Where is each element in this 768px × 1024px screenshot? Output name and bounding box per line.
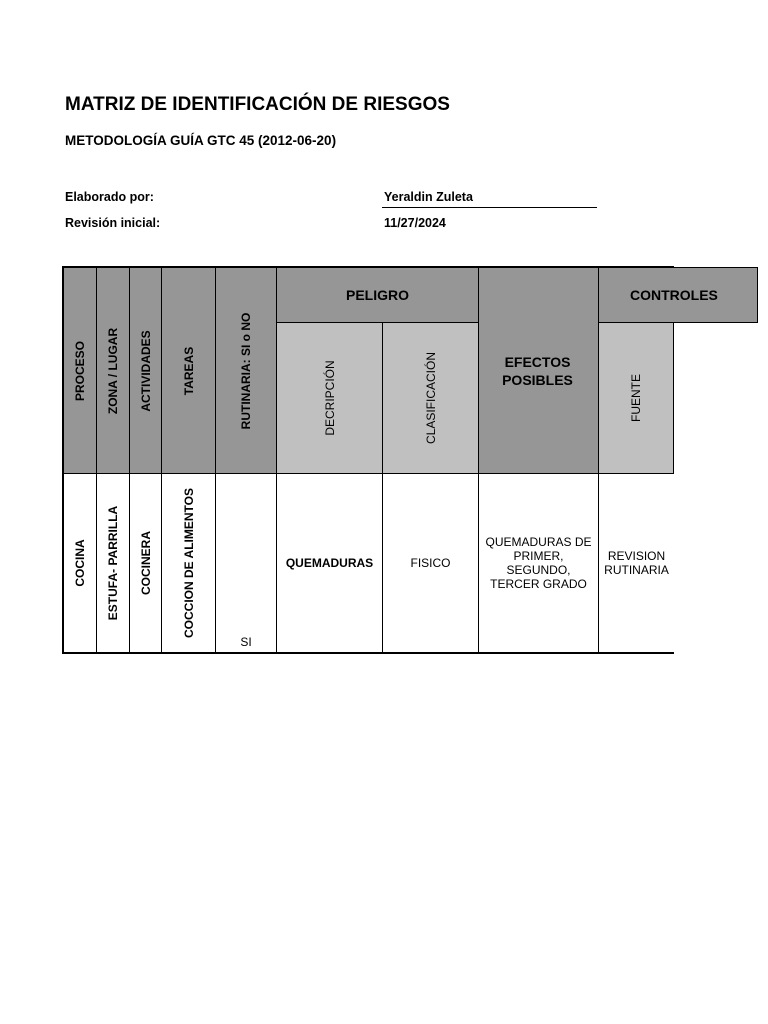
cell-descripcion: QUEMADURAS	[276, 473, 383, 653]
header-peligro: PELIGRO	[276, 267, 479, 323]
cell-rutinaria: SI	[215, 473, 277, 653]
elaborado-value: Yeraldin Zuleta	[384, 190, 473, 204]
cell-tareas: COCCION DE ALIMENTOS	[161, 473, 216, 653]
header-clasificacion: CLASIFICACIÓN	[382, 322, 479, 474]
cell-fuente: REVISION RUTINARIA	[598, 473, 674, 653]
revision-value: 11/27/2024	[384, 216, 446, 230]
cell-proceso: COCINA	[63, 473, 97, 653]
elaborado-label: Elaborado por:	[65, 190, 154, 204]
revision-label: Revisión inicial:	[65, 216, 161, 230]
header-rutinaria: RUTINARIA: SI o NO	[215, 267, 277, 474]
header-fuente: FUENTE	[598, 322, 674, 474]
header-controles: CONTROLES	[598, 267, 758, 323]
header-proceso: PROCESO	[63, 267, 97, 474]
header-actividades: ACTIVIDADES	[129, 267, 162, 474]
cell-clasificacion: FISICO	[382, 473, 479, 653]
header-efectos: EFECTOS POSIBLES	[478, 267, 599, 474]
cell-zona: ESTUFA- PARRILLA	[96, 473, 130, 653]
methodology-subtitle: METODOLOGÍA GUÍA GTC 45 (2012-06-20)	[65, 133, 337, 148]
header-descripcion: DECRIPCIÓN	[276, 322, 383, 474]
header-zona: ZONA / LUGAR	[96, 267, 130, 474]
page-title: MATRIZ DE IDENTIFICACIÓN DE RIESGOS	[65, 94, 450, 115]
header-tareas: TAREAS	[161, 267, 216, 474]
cell-actividades: COCINERA	[129, 473, 162, 653]
cell-efectos: QUEMADURAS DE PRIMER, SEGUNDO, TERCER GRADO	[478, 473, 599, 653]
